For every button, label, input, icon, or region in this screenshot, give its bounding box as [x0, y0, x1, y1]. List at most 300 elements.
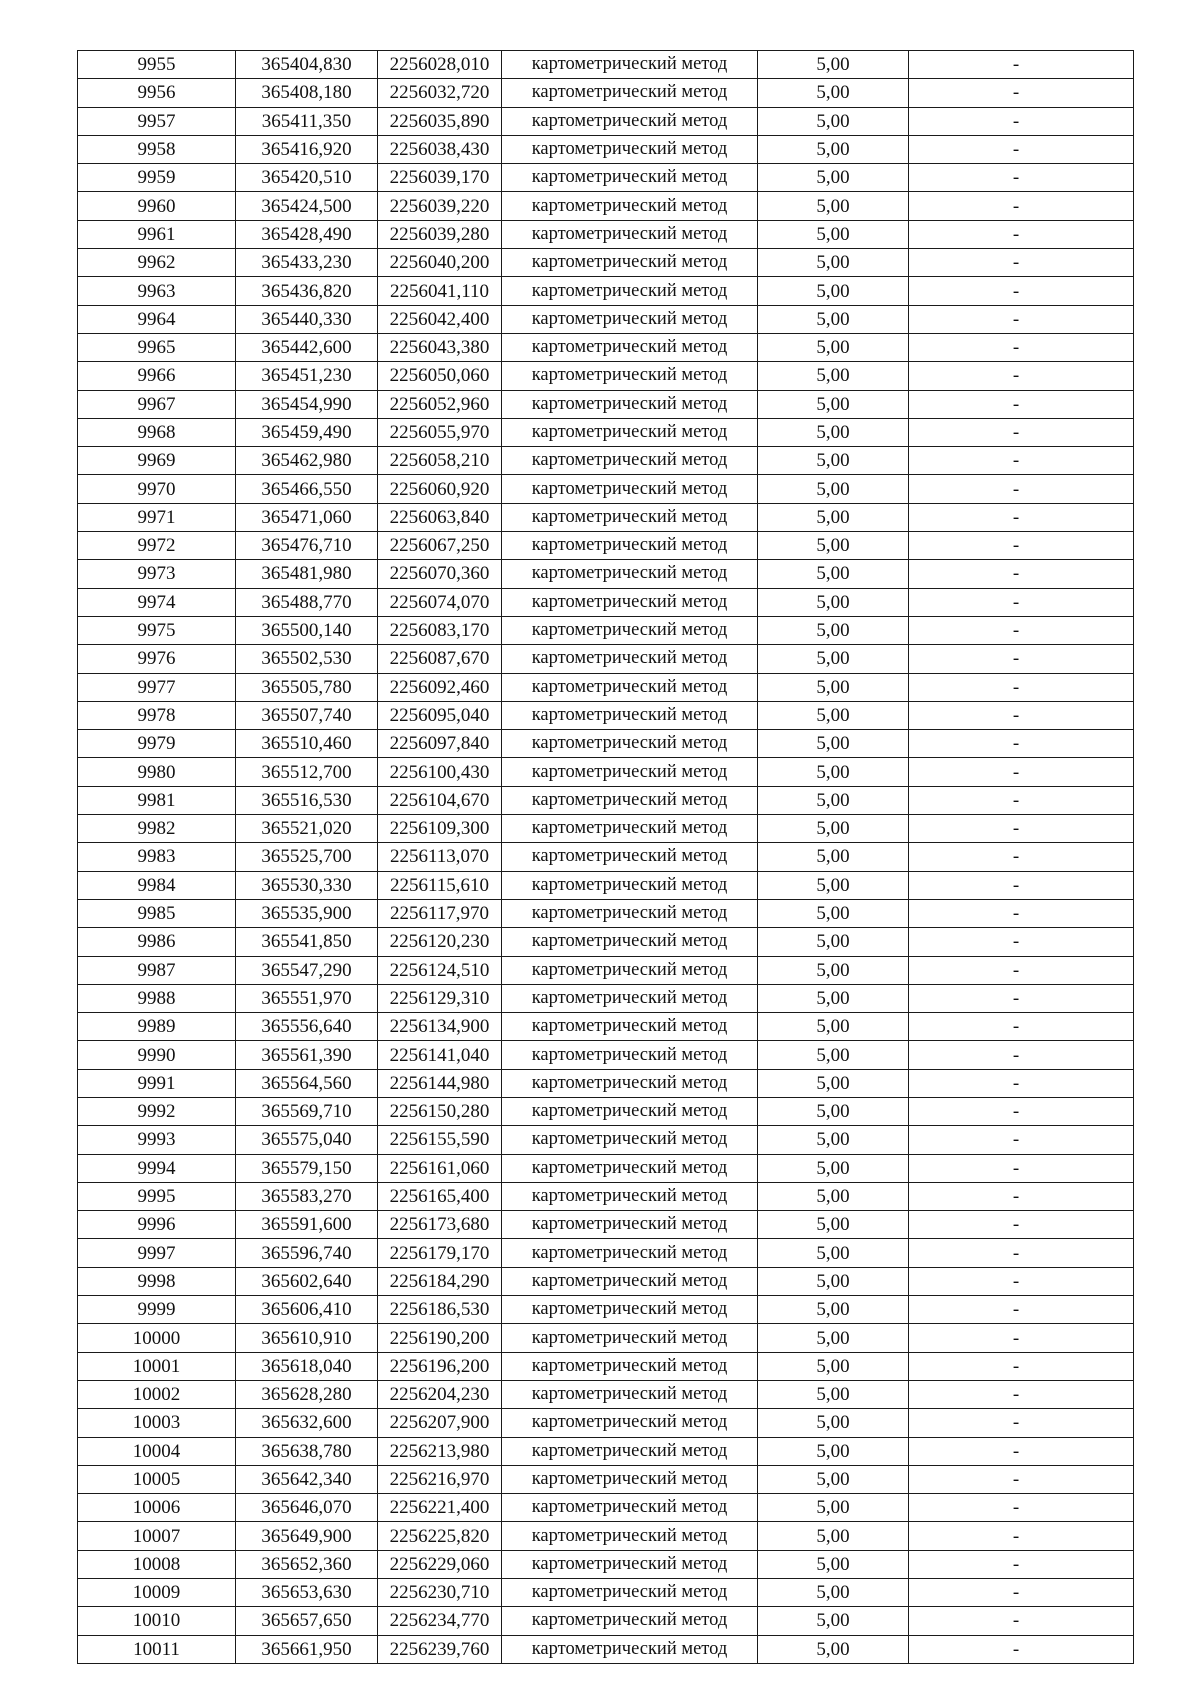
y-coordinate-cell: 2256039,220	[378, 192, 502, 220]
accuracy-cell: 5,00	[758, 786, 909, 814]
x-coordinate-cell: 365652,360	[236, 1550, 378, 1578]
table-row	[78, 1126, 1134, 1154]
table-row	[78, 333, 1134, 361]
accuracy-cell: 5,00	[758, 51, 909, 79]
error-cell: -	[909, 1550, 1134, 1578]
point-number-cell: 9993	[78, 1126, 236, 1154]
accuracy-cell: 5,00	[758, 107, 909, 135]
y-coordinate-cell: 2256104,670	[378, 786, 502, 814]
method-cell: картометрический метод	[502, 1352, 758, 1380]
method-cell: картометрический метод	[502, 277, 758, 305]
error-cell: -	[909, 616, 1134, 644]
point-number-cell: 9970	[78, 475, 236, 503]
point-number-cell: 9983	[78, 843, 236, 871]
y-coordinate-cell: 2256035,890	[378, 107, 502, 135]
error-cell: -	[909, 560, 1134, 588]
method-cell: картометрический метод	[502, 475, 758, 503]
table-row	[78, 1154, 1134, 1182]
method-cell: картометрический метод	[502, 333, 758, 361]
table-row	[78, 616, 1134, 644]
point-number-cell: 9986	[78, 928, 236, 956]
accuracy-cell: 5,00	[758, 1211, 909, 1239]
point-number-cell: 9974	[78, 588, 236, 616]
table-row	[78, 928, 1134, 956]
error-cell: -	[909, 475, 1134, 503]
table-row	[78, 475, 1134, 503]
method-cell: картометрический метод	[502, 1013, 758, 1041]
error-cell: -	[909, 843, 1134, 871]
accuracy-cell: 5,00	[758, 1607, 909, 1635]
accuracy-cell: 5,00	[758, 616, 909, 644]
x-coordinate-cell: 365602,640	[236, 1267, 378, 1295]
point-number-cell: 9987	[78, 956, 236, 984]
y-coordinate-cell: 2256115,610	[378, 871, 502, 899]
method-cell: картометрический метод	[502, 1239, 758, 1267]
accuracy-cell: 5,00	[758, 701, 909, 729]
x-coordinate-cell: 365471,060	[236, 503, 378, 531]
x-coordinate-cell: 365632,600	[236, 1409, 378, 1437]
y-coordinate-cell: 2256040,200	[378, 249, 502, 277]
x-coordinate-cell: 365459,490	[236, 418, 378, 446]
accuracy-cell: 5,00	[758, 277, 909, 305]
x-coordinate-cell: 365512,700	[236, 758, 378, 786]
table-row	[78, 1494, 1134, 1522]
x-coordinate-cell: 365466,550	[236, 475, 378, 503]
point-number-cell: 10006	[78, 1494, 236, 1522]
x-coordinate-cell: 365569,710	[236, 1097, 378, 1125]
x-coordinate-cell: 365404,830	[236, 51, 378, 79]
y-coordinate-cell: 2256041,110	[378, 277, 502, 305]
x-coordinate-cell: 365657,650	[236, 1607, 378, 1635]
accuracy-cell: 5,00	[758, 984, 909, 1012]
point-number-cell: 9958	[78, 135, 236, 163]
point-number-cell: 9971	[78, 503, 236, 531]
error-cell: -	[909, 333, 1134, 361]
x-coordinate-cell: 365530,330	[236, 871, 378, 899]
x-coordinate-cell: 365541,850	[236, 928, 378, 956]
table-row	[78, 503, 1134, 531]
y-coordinate-cell: 2256161,060	[378, 1154, 502, 1182]
y-coordinate-cell: 2256092,460	[378, 673, 502, 701]
method-cell: картометрический метод	[502, 899, 758, 927]
y-coordinate-cell: 2256039,170	[378, 164, 502, 192]
point-number-cell: 9999	[78, 1296, 236, 1324]
error-cell: -	[909, 588, 1134, 616]
table-row	[78, 107, 1134, 135]
point-number-cell: 9984	[78, 871, 236, 899]
x-coordinate-cell: 365579,150	[236, 1154, 378, 1182]
point-number-cell: 9989	[78, 1013, 236, 1041]
table-row	[78, 51, 1134, 79]
y-coordinate-cell: 2256070,360	[378, 560, 502, 588]
table-row	[78, 588, 1134, 616]
y-coordinate-cell: 2256221,400	[378, 1494, 502, 1522]
point-number-cell: 9964	[78, 305, 236, 333]
method-cell: картометрический метод	[502, 1494, 758, 1522]
point-number-cell: 9992	[78, 1097, 236, 1125]
point-number-cell: 10000	[78, 1324, 236, 1352]
y-coordinate-cell: 2256207,900	[378, 1409, 502, 1437]
method-cell: картометрический метод	[502, 786, 758, 814]
coordinates-table-body	[78, 51, 1134, 1664]
y-coordinate-cell: 2256109,300	[378, 815, 502, 843]
point-number-cell: 9963	[78, 277, 236, 305]
x-coordinate-cell: 365547,290	[236, 956, 378, 984]
y-coordinate-cell: 2256100,430	[378, 758, 502, 786]
error-cell: -	[909, 503, 1134, 531]
table-row	[78, 277, 1134, 305]
error-cell: -	[909, 1380, 1134, 1408]
method-cell: картометрический метод	[502, 645, 758, 673]
error-cell: -	[909, 447, 1134, 475]
x-coordinate-cell: 365591,600	[236, 1211, 378, 1239]
accuracy-cell: 5,00	[758, 1126, 909, 1154]
y-coordinate-cell: 2256067,250	[378, 532, 502, 560]
error-cell: -	[909, 758, 1134, 786]
accuracy-cell: 5,00	[758, 135, 909, 163]
method-cell: картометрический метод	[502, 1522, 758, 1550]
coordinates-table	[77, 50, 1134, 1664]
method-cell: картометрический метод	[502, 135, 758, 163]
y-coordinate-cell: 2256150,280	[378, 1097, 502, 1125]
point-number-cell: 9955	[78, 51, 236, 79]
point-number-cell: 9969	[78, 447, 236, 475]
point-number-cell: 10008	[78, 1550, 236, 1578]
x-coordinate-cell: 365510,460	[236, 730, 378, 758]
x-coordinate-cell: 365535,900	[236, 899, 378, 927]
accuracy-cell: 5,00	[758, 673, 909, 701]
method-cell: картометрический метод	[502, 1211, 758, 1239]
x-coordinate-cell: 365454,990	[236, 390, 378, 418]
table-row	[78, 135, 1134, 163]
accuracy-cell: 5,00	[758, 871, 909, 899]
accuracy-cell: 5,00	[758, 645, 909, 673]
table-row	[78, 645, 1134, 673]
point-number-cell: 9976	[78, 645, 236, 673]
error-cell: -	[909, 1182, 1134, 1210]
error-cell: -	[909, 1239, 1134, 1267]
y-coordinate-cell: 2256129,310	[378, 984, 502, 1012]
accuracy-cell: 5,00	[758, 475, 909, 503]
point-number-cell: 9982	[78, 815, 236, 843]
table-row	[78, 701, 1134, 729]
table-row	[78, 730, 1134, 758]
x-coordinate-cell: 365649,900	[236, 1522, 378, 1550]
y-coordinate-cell: 2256196,200	[378, 1352, 502, 1380]
method-cell: картометрический метод	[502, 1041, 758, 1069]
y-coordinate-cell: 2256063,840	[378, 503, 502, 531]
point-number-cell: 9966	[78, 362, 236, 390]
y-coordinate-cell: 2256042,400	[378, 305, 502, 333]
y-coordinate-cell: 2256055,970	[378, 418, 502, 446]
method-cell: картометрический метод	[502, 815, 758, 843]
error-cell: -	[909, 220, 1134, 248]
accuracy-cell: 5,00	[758, 730, 909, 758]
table-row	[78, 1607, 1134, 1635]
y-coordinate-cell: 2256097,840	[378, 730, 502, 758]
table-row	[78, 1550, 1134, 1578]
table-row	[78, 1069, 1134, 1097]
table-row	[78, 1041, 1134, 1069]
point-number-cell: 9965	[78, 333, 236, 361]
point-number-cell: 9961	[78, 220, 236, 248]
y-coordinate-cell: 2256074,070	[378, 588, 502, 616]
error-cell: -	[909, 1013, 1134, 1041]
table-row	[78, 79, 1134, 107]
x-coordinate-cell: 365420,510	[236, 164, 378, 192]
table-row	[78, 418, 1134, 446]
table-row	[78, 1352, 1134, 1380]
accuracy-cell: 5,00	[758, 1494, 909, 1522]
error-cell: -	[909, 305, 1134, 333]
error-cell: -	[909, 1211, 1134, 1239]
method-cell: картометрический метод	[502, 730, 758, 758]
accuracy-cell: 5,00	[758, 192, 909, 220]
y-coordinate-cell: 2256050,060	[378, 362, 502, 390]
error-cell: -	[909, 1607, 1134, 1635]
x-coordinate-cell: 365411,350	[236, 107, 378, 135]
table-row	[78, 560, 1134, 588]
x-coordinate-cell: 365507,740	[236, 701, 378, 729]
error-cell: -	[909, 1494, 1134, 1522]
error-cell: -	[909, 1296, 1134, 1324]
x-coordinate-cell: 365416,920	[236, 135, 378, 163]
accuracy-cell: 5,00	[758, 220, 909, 248]
table-row	[78, 1296, 1134, 1324]
error-cell: -	[909, 1635, 1134, 1663]
method-cell: картометрический метод	[502, 1182, 758, 1210]
point-number-cell: 9994	[78, 1154, 236, 1182]
accuracy-cell: 5,00	[758, 956, 909, 984]
accuracy-cell: 5,00	[758, 249, 909, 277]
x-coordinate-cell: 365488,770	[236, 588, 378, 616]
error-cell: -	[909, 1041, 1134, 1069]
method-cell: картометрический метод	[502, 560, 758, 588]
table-row	[78, 532, 1134, 560]
x-coordinate-cell: 365525,700	[236, 843, 378, 871]
y-coordinate-cell: 2256234,770	[378, 1607, 502, 1635]
point-number-cell: 9978	[78, 701, 236, 729]
table-row	[78, 1409, 1134, 1437]
x-coordinate-cell: 365556,640	[236, 1013, 378, 1041]
accuracy-cell: 5,00	[758, 899, 909, 927]
y-coordinate-cell: 2256134,900	[378, 1013, 502, 1041]
method-cell: картометрический метод	[502, 673, 758, 701]
method-cell: картометрический метод	[502, 362, 758, 390]
accuracy-cell: 5,00	[758, 1522, 909, 1550]
error-cell: -	[909, 815, 1134, 843]
point-number-cell: 9973	[78, 560, 236, 588]
error-cell: -	[909, 1409, 1134, 1437]
x-coordinate-cell: 365610,910	[236, 1324, 378, 1352]
y-coordinate-cell: 2256144,980	[378, 1069, 502, 1097]
x-coordinate-cell: 365408,180	[236, 79, 378, 107]
table-row	[78, 362, 1134, 390]
method-cell: картометрический метод	[502, 192, 758, 220]
point-number-cell: 10002	[78, 1380, 236, 1408]
y-coordinate-cell: 2256216,970	[378, 1465, 502, 1493]
accuracy-cell: 5,00	[758, 390, 909, 418]
method-cell: картометрический метод	[502, 1465, 758, 1493]
error-cell: -	[909, 1522, 1134, 1550]
point-number-cell: 9975	[78, 616, 236, 644]
error-cell: -	[909, 984, 1134, 1012]
error-cell: -	[909, 928, 1134, 956]
table-row	[78, 1380, 1134, 1408]
x-coordinate-cell: 365476,710	[236, 532, 378, 560]
y-coordinate-cell: 2256184,290	[378, 1267, 502, 1295]
error-cell: -	[909, 899, 1134, 927]
table-row	[78, 673, 1134, 701]
error-cell: -	[909, 1352, 1134, 1380]
y-coordinate-cell: 2256230,710	[378, 1579, 502, 1607]
point-number-cell: 9996	[78, 1211, 236, 1239]
y-coordinate-cell: 2256083,170	[378, 616, 502, 644]
error-cell: -	[909, 1465, 1134, 1493]
x-coordinate-cell: 365564,560	[236, 1069, 378, 1097]
method-cell: картометрический метод	[502, 532, 758, 560]
point-number-cell: 10004	[78, 1437, 236, 1465]
point-number-cell: 9980	[78, 758, 236, 786]
accuracy-cell: 5,00	[758, 928, 909, 956]
y-coordinate-cell: 2256120,230	[378, 928, 502, 956]
method-cell: картометрический метод	[502, 503, 758, 531]
accuracy-cell: 5,00	[758, 1465, 909, 1493]
accuracy-cell: 5,00	[758, 305, 909, 333]
table-row	[78, 871, 1134, 899]
table-row	[78, 984, 1134, 1012]
accuracy-cell: 5,00	[758, 1579, 909, 1607]
point-number-cell: 10005	[78, 1465, 236, 1493]
method-cell: картометрический метод	[502, 220, 758, 248]
point-number-cell: 9960	[78, 192, 236, 220]
point-number-cell: 9991	[78, 1069, 236, 1097]
method-cell: картометрический метод	[502, 984, 758, 1012]
point-number-cell: 10007	[78, 1522, 236, 1550]
method-cell: картометрический метод	[502, 1409, 758, 1437]
point-number-cell: 9985	[78, 899, 236, 927]
error-cell: -	[909, 135, 1134, 163]
x-coordinate-cell: 365638,780	[236, 1437, 378, 1465]
point-number-cell: 10003	[78, 1409, 236, 1437]
table-row	[78, 786, 1134, 814]
method-cell: картометрический метод	[502, 1380, 758, 1408]
method-cell: картометрический метод	[502, 1635, 758, 1663]
method-cell: картометрический метод	[502, 928, 758, 956]
error-cell: -	[909, 1154, 1134, 1182]
error-cell: -	[909, 1437, 1134, 1465]
point-number-cell: 9981	[78, 786, 236, 814]
x-coordinate-cell: 365428,490	[236, 220, 378, 248]
accuracy-cell: 5,00	[758, 333, 909, 361]
table-row	[78, 1437, 1134, 1465]
y-coordinate-cell: 2256229,060	[378, 1550, 502, 1578]
y-coordinate-cell: 2256165,400	[378, 1182, 502, 1210]
error-cell: -	[909, 871, 1134, 899]
y-coordinate-cell: 2256173,680	[378, 1211, 502, 1239]
y-coordinate-cell: 2256124,510	[378, 956, 502, 984]
method-cell: картометрический метод	[502, 1097, 758, 1125]
point-number-cell: 10011	[78, 1635, 236, 1663]
accuracy-cell: 5,00	[758, 532, 909, 560]
error-cell: -	[909, 164, 1134, 192]
accuracy-cell: 5,00	[758, 758, 909, 786]
error-cell: -	[909, 730, 1134, 758]
x-coordinate-cell: 365500,140	[236, 616, 378, 644]
x-coordinate-cell: 365628,280	[236, 1380, 378, 1408]
x-coordinate-cell: 365583,270	[236, 1182, 378, 1210]
method-cell: картометрический метод	[502, 390, 758, 418]
method-cell: картометрический метод	[502, 1324, 758, 1352]
y-coordinate-cell: 2256117,970	[378, 899, 502, 927]
method-cell: картометрический метод	[502, 701, 758, 729]
method-cell: картометрический метод	[502, 79, 758, 107]
point-number-cell: 9957	[78, 107, 236, 135]
method-cell: картометрический метод	[502, 164, 758, 192]
method-cell: картометрический метод	[502, 1437, 758, 1465]
x-coordinate-cell: 365502,530	[236, 645, 378, 673]
accuracy-cell: 5,00	[758, 1069, 909, 1097]
y-coordinate-cell: 2256095,040	[378, 701, 502, 729]
table-row	[78, 1211, 1134, 1239]
table-row	[78, 192, 1134, 220]
point-number-cell: 9997	[78, 1239, 236, 1267]
table-row	[78, 220, 1134, 248]
x-coordinate-cell: 365451,230	[236, 362, 378, 390]
error-cell: -	[909, 673, 1134, 701]
point-number-cell: 9979	[78, 730, 236, 758]
y-coordinate-cell: 2256113,070	[378, 843, 502, 871]
table-row	[78, 1635, 1134, 1663]
error-cell: -	[909, 107, 1134, 135]
point-number-cell: 9977	[78, 673, 236, 701]
error-cell: -	[909, 1579, 1134, 1607]
x-coordinate-cell: 365551,970	[236, 984, 378, 1012]
method-cell: картометрический метод	[502, 1607, 758, 1635]
x-coordinate-cell: 365575,040	[236, 1126, 378, 1154]
accuracy-cell: 5,00	[758, 1550, 909, 1578]
point-number-cell: 10009	[78, 1579, 236, 1607]
y-coordinate-cell: 2256028,010	[378, 51, 502, 79]
y-coordinate-cell: 2256043,380	[378, 333, 502, 361]
accuracy-cell: 5,00	[758, 447, 909, 475]
table-row	[78, 956, 1134, 984]
x-coordinate-cell: 365561,390	[236, 1041, 378, 1069]
accuracy-cell: 5,00	[758, 1154, 909, 1182]
table-row	[78, 899, 1134, 927]
method-cell: картометрический метод	[502, 418, 758, 446]
table-row	[78, 1579, 1134, 1607]
y-coordinate-cell: 2256155,590	[378, 1126, 502, 1154]
method-cell: картометрический метод	[502, 871, 758, 899]
method-cell: картометрический метод	[502, 616, 758, 644]
x-coordinate-cell: 365516,530	[236, 786, 378, 814]
accuracy-cell: 5,00	[758, 1267, 909, 1295]
y-coordinate-cell: 2256087,670	[378, 645, 502, 673]
error-cell: -	[909, 249, 1134, 277]
table-row	[78, 164, 1134, 192]
method-cell: картометрический метод	[502, 1550, 758, 1578]
x-coordinate-cell: 365505,780	[236, 673, 378, 701]
x-coordinate-cell: 365462,980	[236, 447, 378, 475]
table-row	[78, 1097, 1134, 1125]
y-coordinate-cell: 2256225,820	[378, 1522, 502, 1550]
accuracy-cell: 5,00	[758, 560, 909, 588]
y-coordinate-cell: 2256179,170	[378, 1239, 502, 1267]
method-cell: картометрический метод	[502, 843, 758, 871]
accuracy-cell: 5,00	[758, 418, 909, 446]
point-number-cell: 9972	[78, 532, 236, 560]
